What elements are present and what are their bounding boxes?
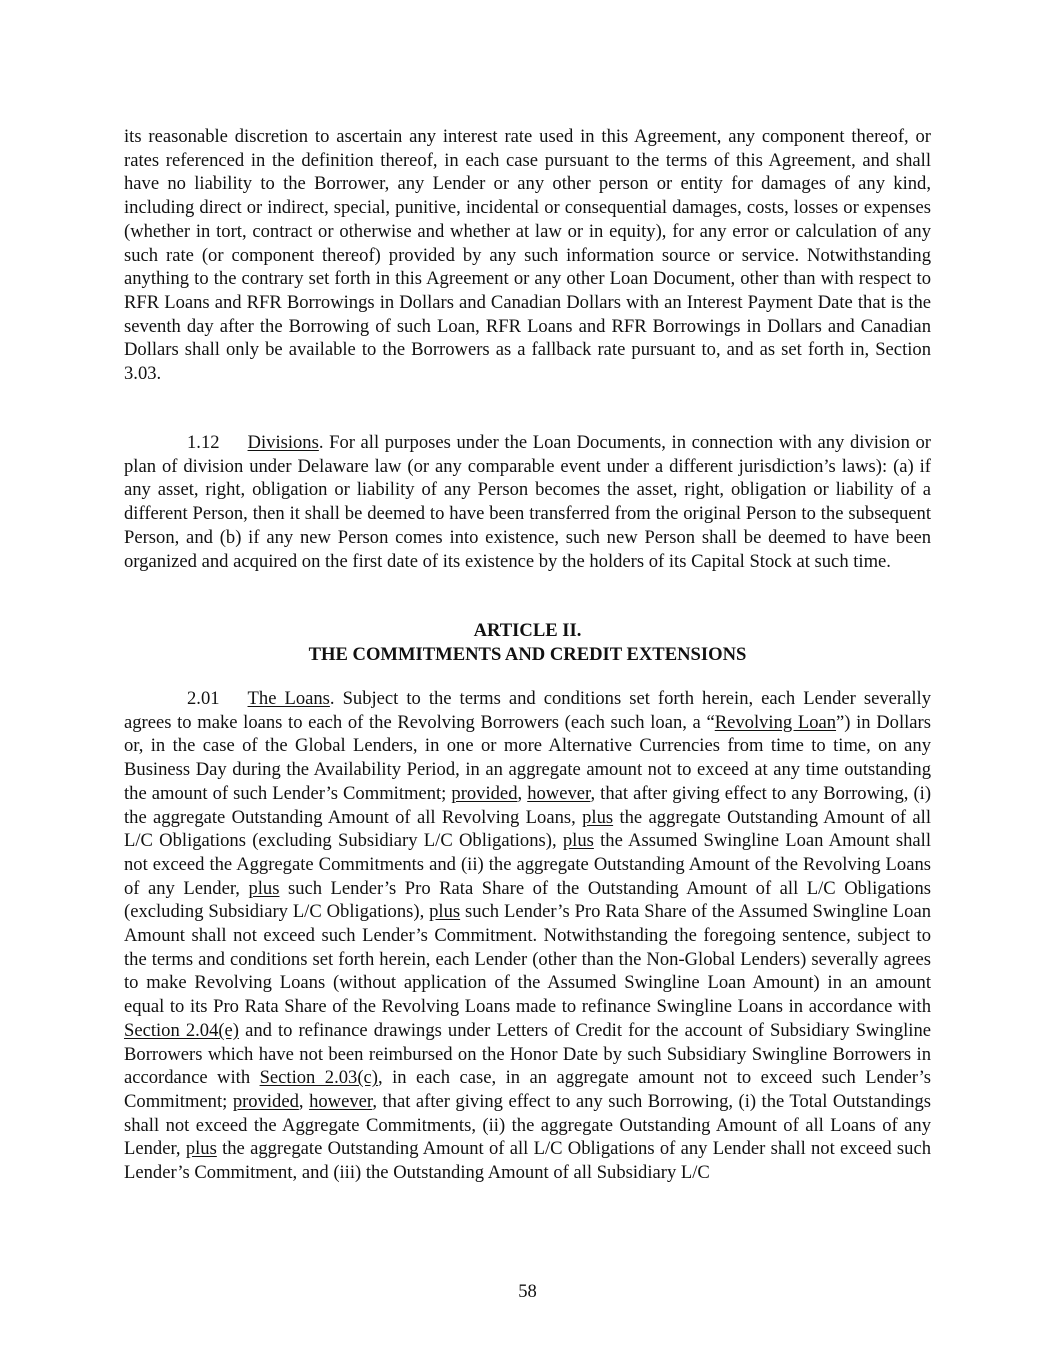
- text-run: the aggregate Outstanding Amount of all L/C Obligations (excluding Subsidiary L/C Obligations),: [124, 806, 931, 852]
- text-run: such Lender’s Pro Rata Share of the Assumed Swingline Loan Amount shall not exceed such Lender’s Commitment. Notwithstanding the foregoing sentence, subject to the terms and conditions set forth herein, each Lender (other than the Non-Global Lenders) severally agrees to make Revolving Loans (without application of the Assumed Swingline Loan Amount) in an amount equal to its Pro Rata Share of the Revolving Loans made to refinance Swingline Loans in accordance with: [124, 901, 931, 1018]
- article-label: ARTICLE II.: [473, 620, 582, 641]
- text-run: . Subject to the terms and conditions set forth herein, each Lender severally agrees to make loans to each of the Revolving Borrowers (each such loan, a “: [124, 688, 931, 733]
- underlined-plus: plus: [185, 1138, 217, 1160]
- text-run: ,: [517, 782, 528, 804]
- text-run: the aggregate Outstanding Amount of all L/C Obligations of any Lender shall not exceed such Lender’s Commitment, and (iii) the Outstanding Amount of all Subsidiary L/C: [124, 1138, 931, 1184]
- section-1-12-divisions: [124, 431, 931, 573]
- section-reference: Section 2.03(c): [259, 1067, 378, 1089]
- text-run: and to refinance drawings under Letters of Credit for the account of Subsidiary Swingline Borrowers which have not been reimbursed on the Honor Date by such Subsidiary Swingline Borrowers in accordance with: [124, 1019, 931, 1089]
- text-run: , in each case, in an aggregate amount not to exceed such Lender’s Commitment;: [124, 1067, 931, 1112]
- section-title: The Loans: [247, 688, 330, 709]
- underlined-provided: provided: [232, 1090, 299, 1112]
- text-run: such Lender’s Pro Rata Share of the Outstanding Amount of all L/C Obligations (excluding Subsidiary L/C Obligations),: [124, 877, 931, 923]
- text-run: , that after giving effect to any such Borrowing, (i) the Total Outstandings shall not exceed the Aggregate Commitments, (ii) the aggregate Outstanding Amount of all Loans of any Lender,: [124, 1090, 932, 1160]
- page-number: 58: [518, 1281, 537, 1302]
- paragraph-interest-rate-continuation: [124, 125, 931, 386]
- underlined-however: however: [527, 782, 591, 804]
- paragraph-text: its reasonable discretion to ascertain any interest rate used in this Agreement, any component thereof, or rates referenced in the definition thereof, in each case pursuant to the terms of this Agreement, and shall have no liability to the Borrower, any Lender or any other person or entity for damages of any kind, including direct or indirect, special, punitive, incidental or consequential damages, costs, losses or expenses (whether in tort, contract or otherwise and whether at law or in equity), for any error or calculation of any such rate (or component thereof) provided by any such information source or service. Notwithstanding anything to the contrary set forth in this Agreement or any other Loan Document, other than with respect to RFR Loans and RFR Borrowings in Dollars and Canadian Dollars with an Interest Payment Date that is the seventh day after the Borrowing of such Loan, RFR Loans and RFR Borrowings in Dollars and Canadian Dollars shall only be available to the Borrowers as a fallback rate pursuant to, and as set forth in, Section 3.03.: [124, 126, 931, 385]
- defined-term: Revolving Loan: [714, 711, 837, 733]
- text-run: ,: [298, 1090, 310, 1112]
- underlined-plus: plus: [582, 806, 614, 828]
- section-number: 2.01: [187, 688, 220, 709]
- section-title: Divisions: [247, 432, 319, 453]
- article-title: THE COMMITMENTS AND CREDIT EXTENSIONS: [308, 644, 747, 665]
- underlined-plus: plus: [562, 830, 594, 852]
- underlined-plus: plus: [248, 877, 280, 899]
- text-run: , that after giving effect to any Borrowing, (i) the aggregate Outstanding Amount of all Revolving Loans,: [124, 782, 932, 828]
- underlined-provided: provided: [451, 782, 518, 804]
- text-run: the Assumed Swingline Loan Amount shall not exceed the Aggregate Commitments and (ii) the aggregate Outstanding Amount of the Revolving Loans of any Lender,: [124, 830, 931, 899]
- section-number: 1.12: [187, 432, 220, 453]
- underlined-however: however: [309, 1090, 373, 1112]
- section-2-01-the-loans: [124, 687, 931, 1185]
- section-reference: Section 2.04(e): [124, 1019, 240, 1041]
- text-run: ”) in Dollars or, in the case of the Global Lenders, in one or more Alternative Currencies from time to time, on any Business Day during the Availability Period, in an aggregate amount not to exceed at any time outstanding the amount of such Lender’s Commitment;: [124, 711, 931, 804]
- underlined-plus: plus: [429, 901, 461, 923]
- section-body: . For all purposes under the Loan Documents, in connection with any division or plan of division under Delaware law (or any comparable event under a different jurisdiction’s laws): (a) if any asset, right, obligation or liability of any Person becomes the asset, right, obligation or liability of a different Person, then it shall be deemed to have been transferred from the original Person to the subsequent Person, and (b) if any new Person comes into existence, such new Person shall be deemed to have been organized and acquired on the first date of its existence by the holders of its Capital Stock at such time.: [124, 432, 931, 572]
